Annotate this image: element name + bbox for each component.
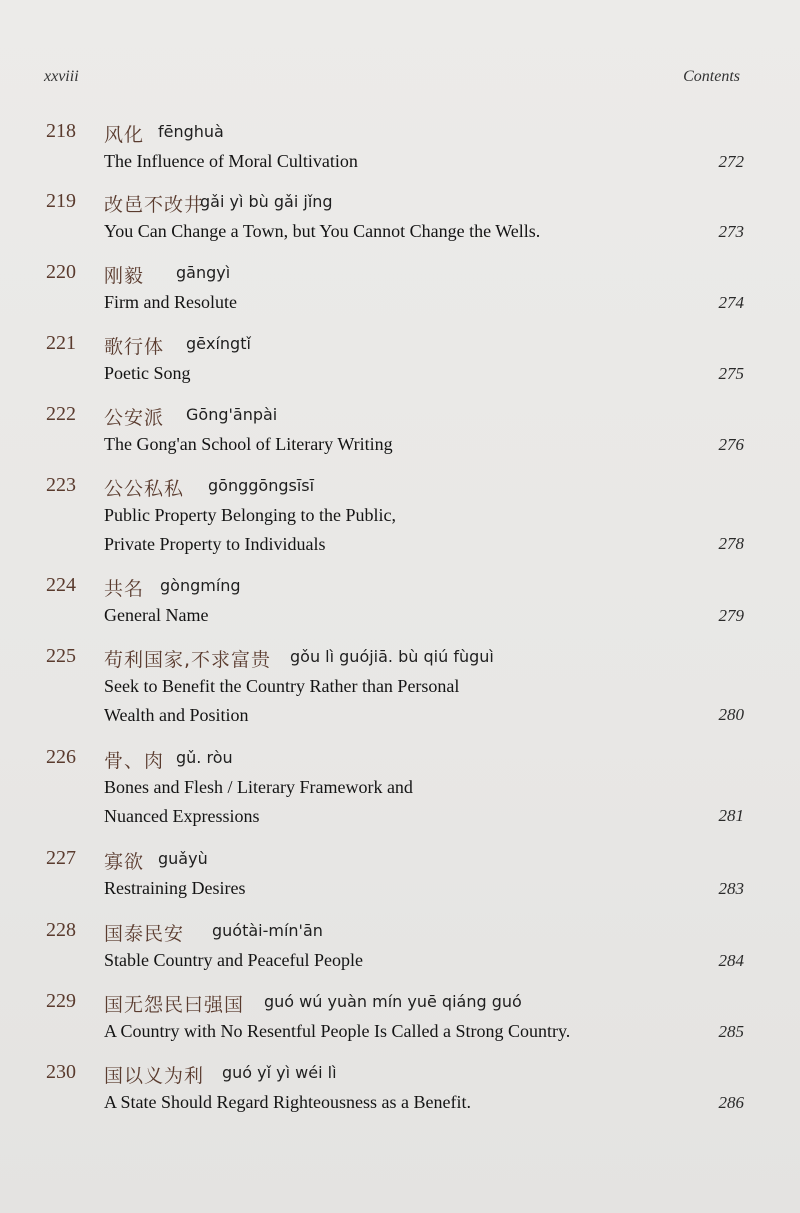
entry-english-title-line-1: Bones and Flesh / Literary Framework and [104, 777, 413, 797]
entry-pinyin: gòngmíng [160, 576, 241, 595]
entry-english-title: A Country with No Resentful People Is Called a Strong Country. [104, 1021, 571, 1041]
entry-pinyin: gēxíngtǐ [186, 334, 251, 353]
entry-english-title: You Can Change a Town, but You Cannot Change the Wells. [104, 221, 541, 241]
entry-page-number: 276 [718, 435, 744, 454]
entry-pinyin: guótài-mín'ān [212, 921, 323, 940]
entry-page-number: 273 [718, 222, 744, 241]
entry-chinese-term: 公公私私 [104, 478, 185, 500]
entry-english-title: Firm and Resolute [104, 292, 237, 312]
entry-pinyin: gǎi yì bù gǎi jǐng [200, 192, 333, 211]
entry-page-number: 278 [718, 534, 744, 553]
entry-number: 220 [46, 261, 76, 283]
entry-pinyin: gāngyì [176, 263, 231, 282]
entry-page-number: 285 [718, 1022, 744, 1041]
entry-english-title: Poetic Song [104, 363, 191, 383]
entry-chinese-term: 改邑不改井 [104, 194, 205, 216]
entry-number: 226 [46, 746, 76, 768]
entry-english-title: The Influence of Moral Cultivation [104, 151, 358, 171]
entry-chinese-term: 歌行体 [104, 336, 165, 358]
entry-chinese-term: 国无怨民曰强国 [104, 994, 245, 1016]
entry-number: 229 [46, 990, 76, 1012]
entry-chinese-term: 公安派 [104, 407, 165, 429]
entry-page-number: 275 [718, 364, 744, 383]
entry-english-title: Restraining Desires [104, 878, 246, 898]
entry-page-number: 280 [718, 705, 744, 724]
entry-english-title: Stable Country and Peaceful People [104, 950, 363, 970]
entry-chinese-term: 骨、肉 [104, 750, 165, 772]
entry-chinese-term: 国以义为利 [104, 1065, 205, 1087]
entry-page-number: 272 [718, 152, 744, 171]
entry-english-title-line-2: Wealth and Position [104, 705, 249, 725]
entry-pinyin: gǒu lì guójiā. bù qiú fùguì [290, 647, 494, 666]
entry-number: 221 [46, 332, 76, 354]
entry-number: 219 [46, 190, 76, 212]
entry-chinese-term: 苟利国家,不求富贵 [104, 649, 272, 671]
entry-english-title-line-1: Seek to Benefit the Country Rather than Personal [104, 676, 460, 696]
entry-number: 230 [46, 1061, 76, 1083]
entry-chinese-term: 风化 [104, 124, 145, 146]
entry-number: 223 [46, 474, 76, 496]
entry-english-title-line-1: Public Property Belonging to the Public, [104, 505, 396, 525]
entry-pinyin: guǎyù [158, 849, 208, 868]
entry-pinyin: guó wú yuàn mín yuē qiáng guó [264, 992, 522, 1011]
entry-page-number: 286 [718, 1093, 744, 1112]
entry-page-number: 283 [718, 879, 744, 898]
entry-pinyin: gǔ. ròu [176, 748, 233, 767]
entry-pinyin: fēnghuà [158, 122, 224, 141]
entry-pinyin: Gōng'ānpài [186, 405, 278, 424]
entry-chinese-term: 国泰民安 [104, 923, 185, 945]
entry-number: 227 [46, 847, 76, 869]
entry-english-title: A State Should Regard Righteousness as a Benefit. [104, 1092, 471, 1112]
entry-chinese-term: 寡欲 [104, 851, 145, 873]
entry-page-number: 284 [718, 951, 744, 970]
entry-page-number: 274 [718, 293, 744, 312]
entry-chinese-term: 共名 [104, 578, 145, 600]
running-head-title: Contents [683, 68, 740, 85]
entry-pinyin: gōnggōngsīsī [208, 476, 315, 495]
entry-number: 222 [46, 403, 76, 425]
entry-number: 228 [46, 919, 76, 941]
entry-english-title-line-2: Private Property to Individuals [104, 534, 326, 554]
entry-number: 225 [46, 645, 76, 667]
page-number-roman: xxviii [44, 68, 79, 85]
entry-number: 224 [46, 574, 76, 596]
entry-page-number: 281 [718, 806, 744, 825]
entry-number: 218 [46, 120, 76, 142]
entry-page-number: 279 [718, 606, 744, 625]
entry-english-title: General Name [104, 605, 209, 625]
entry-english-title: The Gong'an School of Literary Writing [104, 434, 393, 454]
entry-english-title-line-2: Nuanced Expressions [104, 806, 260, 826]
entry-chinese-term: 刚毅 [104, 265, 145, 287]
entry-pinyin: guó yǐ yì wéi lì [222, 1063, 337, 1082]
